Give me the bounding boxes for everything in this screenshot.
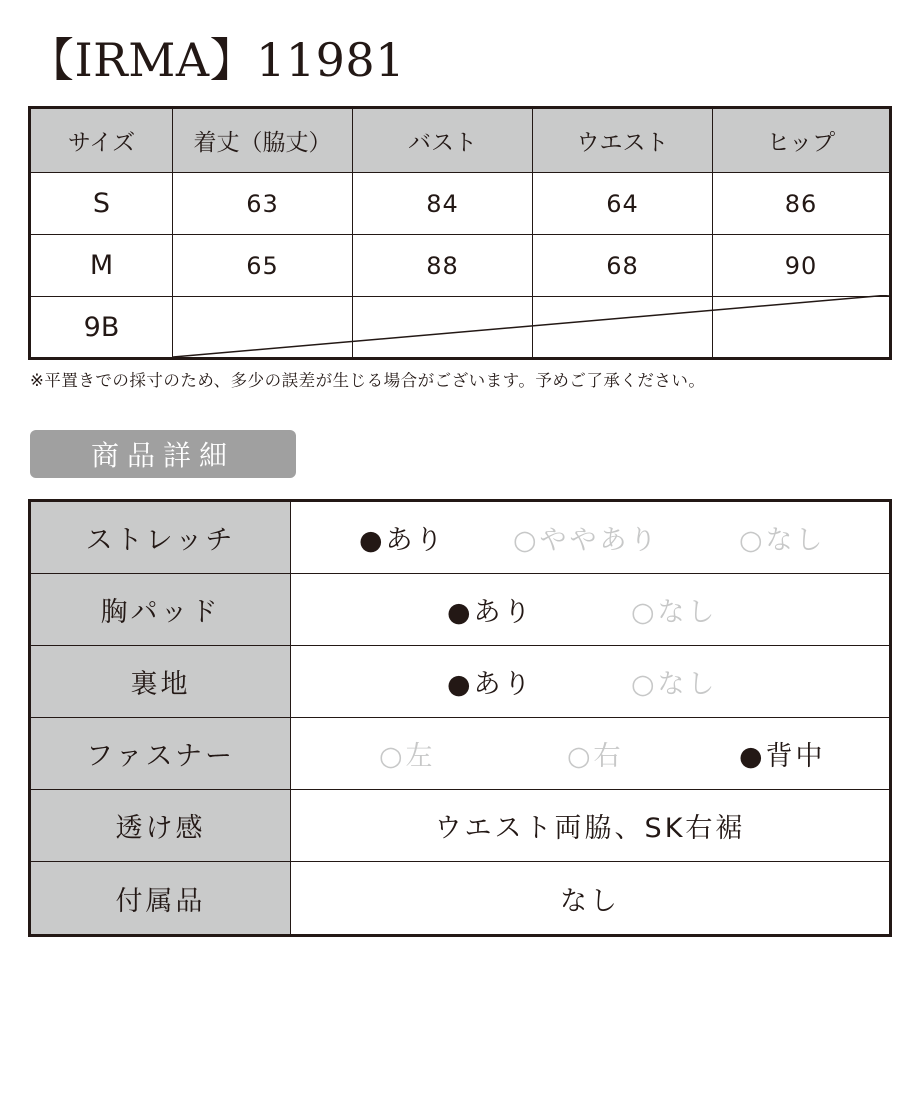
fastener-option-left: ○左: [379, 741, 436, 772]
lining-options: [291, 646, 889, 718]
s-waist: 64: [533, 173, 713, 235]
stretch-option-yes: ●あり: [359, 525, 446, 556]
section-label-details: 商品詳細: [30, 430, 296, 478]
sheer-label: 透け感: [31, 790, 291, 862]
pad-label: 胸パッド: [31, 574, 291, 646]
9b-bust: [353, 297, 533, 357]
fastener-option-back: ●背中: [739, 741, 826, 772]
header-length: 着丈（脇丈）: [173, 109, 353, 173]
stretch-label: ストレッチ: [31, 502, 291, 574]
size-label-s: S: [31, 173, 173, 235]
page-title: 【IRMA】11981: [28, 33, 405, 87]
9b-hip: [713, 297, 889, 357]
s-length: 63: [173, 173, 353, 235]
accessories-label: 付属品: [31, 862, 291, 934]
header-waist: ウエスト: [533, 109, 713, 173]
pad-option-yes: ●あり: [447, 597, 534, 628]
header-bust: バスト: [353, 109, 533, 173]
lining-option-no: ○なし: [631, 669, 718, 700]
fastener-label: ファスナー: [31, 718, 291, 790]
9b-waist: [533, 297, 713, 357]
m-waist: 68: [533, 235, 713, 297]
detail-table: [28, 499, 892, 937]
m-length: 65: [173, 235, 353, 297]
size-label-m: M: [31, 235, 173, 297]
fastener-options: [291, 718, 889, 790]
pad-options: [291, 574, 889, 646]
header-size: サイズ: [31, 109, 173, 173]
sheer-value: ウエスト両脇、SK右裾: [291, 790, 889, 862]
fastener-option-right: ○右: [567, 741, 624, 772]
s-bust: 84: [353, 173, 533, 235]
m-bust: 88: [353, 235, 533, 297]
pad-option-no: ○なし: [631, 597, 718, 628]
size-table: [28, 106, 892, 360]
measurement-note: ※平置きでの採寸のため、多少の誤差が生じる場合がございます。予めご了承ください。: [30, 371, 706, 390]
stretch-option-no: ○なし: [739, 525, 826, 556]
lining-option-yes: ●あり: [447, 669, 534, 700]
header-hip: ヒップ: [713, 109, 889, 173]
m-hip: 90: [713, 235, 889, 297]
lining-label: 裏地: [31, 646, 291, 718]
size-label-9b: 9B: [31, 297, 173, 357]
s-hip: 86: [713, 173, 889, 235]
9b-length: [173, 297, 353, 357]
accessories-value: なし: [560, 885, 620, 917]
stretch-option-slight: ○ややあり: [513, 525, 660, 556]
stretch-options: [291, 502, 889, 574]
